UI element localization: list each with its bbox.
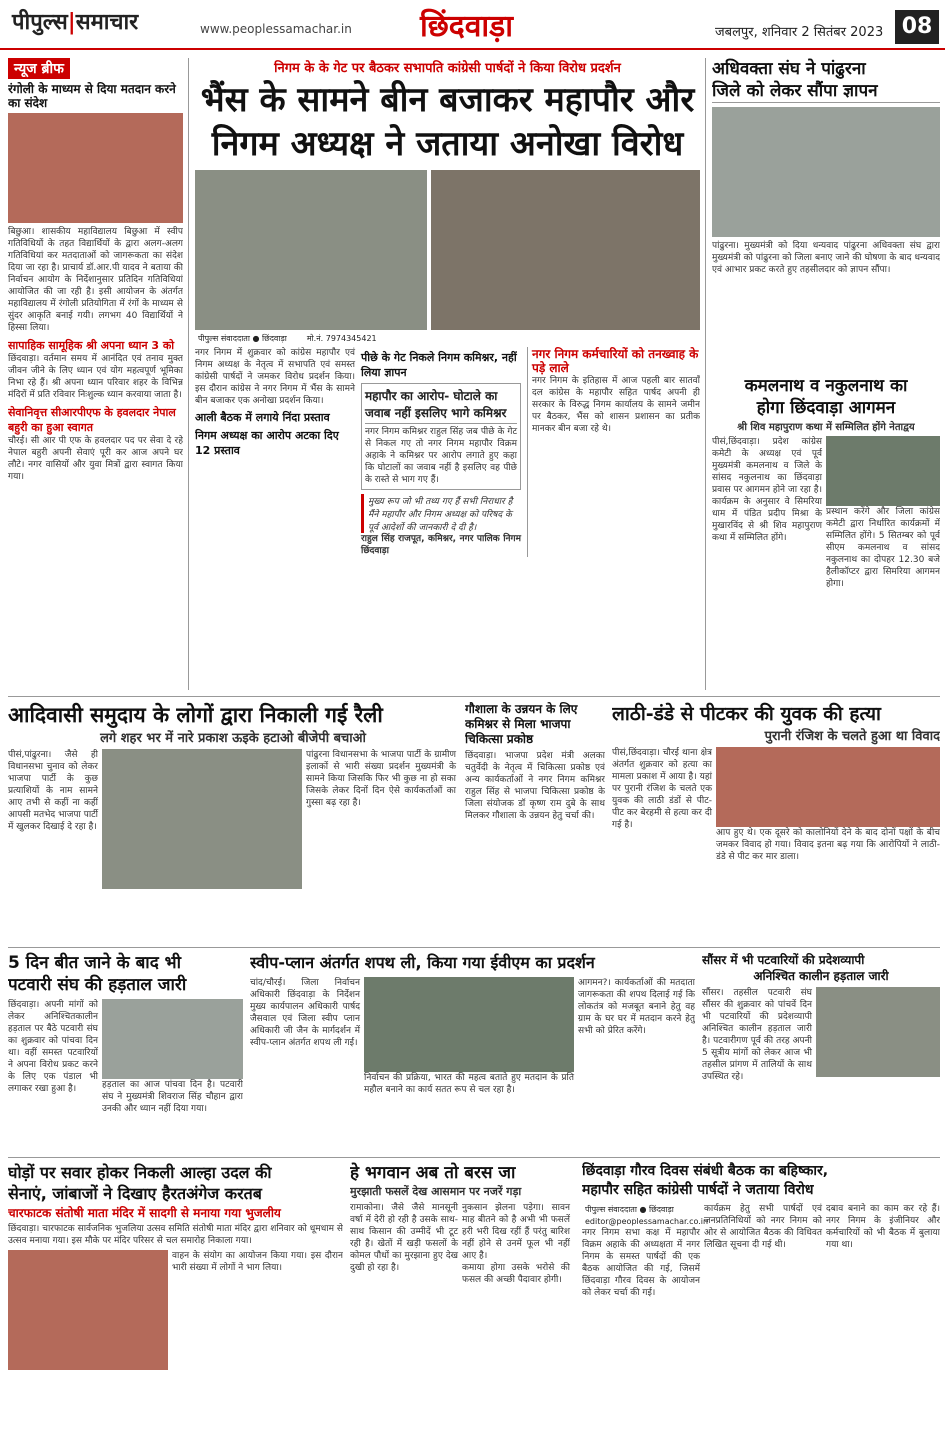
sweep-photo [364,977,574,1072]
logo-text-left: पीपुल्स [12,9,68,35]
alha-body-2: वाहन के संयोग का आयोजन किया गया। इस दौरान भारी संख्या में लोगों ने भाग लिया। [172,1251,343,1273]
buffalo-photo [431,170,700,330]
mayor-allegation-box [361,383,521,490]
quote-attribution: राहुल सिंह राजपूत, कमिश्नर, नगर पालिक निगम छिंदवाड़ा [361,534,521,556]
murder-body: पीसं,छिंदवाड़ा। चौरई थाना क्षेत्र अंतर्गत शुक्रवार को हत्या का मामला प्रकाश में आया है। यहां पर पुरानी रंजिश के चलते एक युवक की लाठी डंडों से पीट-पीट कर बेरहमी से हत्या कर दी गई है। [612,748,712,830]
alha-subhead: चारफाटक संतोषी माता मंदिर में सादगी से मनाया गया भुजलीय [8,1206,281,1220]
patwari-headline-2[interactable]: पटवारी संघ की हड़ताल जारी [8,975,187,995]
website-url[interactable]: www.peoplessamachar.in [200,22,352,36]
tribal-body-2: पांढुरना विधानसभा के भाजपा पार्टी के ग्रामीण इलाकों से भारी संख्या प्रदर्शन मुख्यमंत्री के सामने किया जिसकि फिर भी कुछ ना हो सका जिसके लेकर दिनों दिन ऐसे कार्यकर्ताओं का गुस्सा बढ़ रहा है। [306,750,456,808]
box-body: नगर निगम कमिश्नर राहुल सिंह जब पीछे के गेट से निकल गए तो नगर निगम महापौर विक्रम अहाके ने कमिश्नर पर आरोप लगाते हुए कहा कि घोटालों का जवाब नहीं है इसलिए वह पीछे के रास्ते से भाग गए हैं। [365,427,517,485]
kamalnath-story [712,375,940,690]
patwari-body-2: हड़ताल का आज पांचवा दिन है। पटवारी संघ ने मुख्यमंत्री शिवराज सिंह चौहान द्वारा उनकी और ध्यान नहीं दिया गया। [102,1080,243,1114]
news-brief-column [8,58,183,690]
box-headline: महापौर का आरोप- घोटाले का जवाब नहीं इसलिए भागे कमिश्नर [365,387,517,424]
lead-subhead-2: निगम अध्यक्ष का आरोप अटका दिए 12 प्रस्ताव [195,429,339,457]
brief-body: बिछुआ। शासकीय महाविद्यालय बिछुआ में स्वीप गतिविधियों के तहत विद्यार्थियों के द्वारा अलग-अलग गतिविधियां कर मतदाताओं को जागरूकता का संदेश दिया जा रहा है। प्राचार्य डॉ.आर.पी यादव ने बताया की निर्वाचन आयोग के निर्देशानुसार प्रतिदिन गतिविधियां आयोजित की जा रही है। इसी आयोजन के अंतर्गत महाविद्यालय में रंगोली प्रतियोगिता में रंगों के माध्यम से सुंदर आकृति बनाई गयी। लगभग 40 विद्यार्थियों ने हिस्सा लिया। [8,227,183,333]
sauser-body: सौंसर। तहसील पटवारी संघ सौंसर की शुक्रवार को पांचवें दिन भी पटवारियों की प्रदेशव्यापी अनिश्चित कालीन हड़ताल जारी है। पटवारीगण पूर्व की तरह अपनी 5 सूत्रीय मांगों को लेकर आज भी तहसील प्रांगण में तालियों के साथ उपस्थित रहे। [702,988,812,1082]
murder-body-2: आप हुए थे। एक दूसरे को कालोनियों देने के बाद दोनों पक्षों के बीच जमकर विवाद हो गया। विवाद इतना बढ़ गया कि आरोपियों ने लाठी-डंडे से पीट कर मार डाला। [716,828,940,862]
sauser-story [702,952,940,1152]
advocate-group-photo [712,107,940,237]
kamalnath-headline-2[interactable]: होगा छिंदवाड़ा आगमन [756,398,896,418]
murder-illustration [716,747,940,827]
cow-body: छिंदवाड़ा। भाजपा प्रदेश मंत्री अलका चतुर्वेदी के नेतृत्व में चिकित्सा प्रकोष्ठ एवं अन्य कार्यकर्ताओं ने नगर निगम कमिश्नर राहुल सिंह से भाजपा चिकित्सा प्रकोष्ठ के जिला संयोजक डॉ कृष्ण राम दुबे के साथ मिलकर गौशाला के उन्नयन हेतु चर्चा की। [465,751,605,821]
tribal-headline[interactable]: आदिवासी समुदाय के लोगों द्वारा निकाली गई रैली [8,703,383,727]
rain-body-2: नुकसान झेलना पड़ेगा। सावन माह बीतने को है अभी भी फसलें हरी भरी दिख रहीं हैं परंतु बारिश नहीं होने से उनमें फूल भी नहीं आए है। [462,1203,570,1261]
horizontal-divider [8,947,940,948]
sweep-body: चांद/चौरई। जिला निर्वाचन अधिकारी छिंदवाड़ा के निर्देशन मुख्य कार्यपालन अधिकारी पार्षद जैसवाल एवं जिला स्वीप प्लान अधिकारी जी जैन के मार्गदर्शन में स्वीप-प्लान अंतर्गत शपथ ली गई। [250,978,360,1048]
column-divider [705,58,706,690]
sweep-story [250,952,695,1152]
gaurav-body-2: कार्यक्रम हेतु सभी पार्षदों एवं जनप्रतिनिधियों को नगर निगम को ओर से आयोजित बैठक की विधिवत लिखित सूचना दी गई थी। [704,1204,822,1250]
cow-shelter-story [465,702,605,942]
brief-headline-3[interactable]: सेवानिवृत्त सीआरपीएफ के हवलदार नेपाल बहुरी का हुआ स्वागत [8,406,176,434]
advocate-story [712,58,940,363]
rally-photo [102,749,302,889]
sauser-headline-1[interactable]: सौंसर में भी पटवारियों की प्रदेशव्यापी [702,953,865,967]
section-title: छिंदवाड़ा [420,9,513,44]
kamalnath-body-2: प्रस्थान करेंगे और जिला कांग्रेस कमेटी द्वारा निर्धारित कार्यक्रमों में सम्मिलित होंगे। 5 सितम्बर को पूर्व सीएम कमलनाथ व सांसद नकुलनाथ का दोपहर 12.30 बजे हैलीकॉप्टर द्वारा सिमरिया आगमन होगा। [826,507,940,589]
rain-body: रामाकोना। जैसे जैसे मानसूनी वर्षा में देरी हो रही है उसके साथ-साथ किसान की उम्मीदें भी टूट रही है। खेतों में खड़ी फसलों के कोमल पौधों का मुरझाना हुए देख दुखी हो रहा है। [350,1203,458,1273]
column-divider [188,58,189,690]
lead-story [195,58,700,690]
news-brief-tag: न्यूज ब्रीफ [8,58,70,79]
advocate-body: पांढुरना। मुख्यमंत्री को दिया धन्यवाद पांढुरना अधिवक्ता संघ द्वारा मुख्यमंत्री को पांढुरना को जिला बनाए जाने की घोषणा के बाद धन्यवाद एवं आभार प्रकट करते हुए तहसीलदार को ज्ञापन सौंपा। [712,241,940,275]
brief-headline[interactable]: रंगोली के माध्यम से दिया मतदान करने का संदेश [8,82,176,110]
gaurav-diwas-story [582,1162,940,1440]
advocate-headline-2[interactable]: जिले को लेकर सौंपा ज्ञापन [712,80,940,103]
murder-subhead: पुरानी रंजिश के चलते हुआ था विवाद [764,729,940,744]
murder-story [612,702,940,942]
murder-headline[interactable]: लाठी-डंडे से पीटकर की युवक की हत्या [612,703,881,725]
tribal-subhead: लगे शहर भर में नारे प्रकाश ऊइके हटाओ बीजेपी बचाओ [100,731,366,746]
masthead [0,0,945,50]
side-body: नगर निगम के इतिहास में आज पहली बार सातवाँ दल कांग्रेस के महापौर सहित पार्षद अपनी ही सरकार के विरुद्ध निगम कार्यालय के सामने जमीन पर बैठकर, भैंस को शासन प्रशासन का प्रतीक मानकर बीन बजा रहे थे। [532,376,700,434]
lead-subhead-1: आली बैठक में लगाये निंदा प्रस्ताव [195,411,330,424]
side-headline[interactable]: नगर निगम कर्मचारियों को तनख्वाह के पड़े लाले [532,347,699,375]
tribal-rally-story [8,702,458,942]
alha-headline-1[interactable]: घोड़ों पर सवार होकर निकली आल्हा उदल की [8,1163,272,1182]
reporter-mobile: मो.नं. 7974345421 [304,332,380,345]
rain-story [350,1162,575,1440]
alha-costume-photo [8,1250,168,1370]
kamalnath-subhead: श्री शिव महापुराण कथा में सम्मिलित होंगे नेताद्वय [737,422,915,433]
tribal-body: पीसं,पांढुरना। जैसे ही विधानसभा चुनाव को लेकर भाजपा पार्टी के कुछ प्रत्याशियों के नाम सामने आए तभी से कहीं ना कहीं आपसी मतभेद भाजपा पार्टी में खुलकर दिखाई दे रहा है। [8,750,99,832]
rangoli-photo [8,113,183,223]
sauser-photo [816,987,940,1077]
brief-body-2: छिंदवाड़ा। वर्तमान समय में आनंदित एवं तनाव मुक्त जीवन जीने के लिए ध्यान एवं योग महत्वपूर्ण भूमिका निभा रहे हैं। श्री अपना ध्यान परिवार शहर के विभिन्न मंदिरों में प्रति रविवार निःशुल्क ध्यान करवाया जाता है। [8,354,183,400]
kamalnath-body: पीसं,छिंदवाड़ा। प्रदेश कांग्रेस कमेटी के अध्यक्ष एवं पूर्व मुख्यमंत्री कमलनाथ व जिले के सांसद नकुलनाथ का छिंदवाड़ा प्रवास पर आगमन होने जा रहा है। कार्यक्रम के अनुसार वे सिमरिया धाम में पंडित प्रदीप मिश्रा के मुखारविंद से श्री शिव महापुराण कथा में सम्मिलित होंगे। [712,437,822,543]
lead-headline-line-2[interactable]: निगम अध्यक्ष ने जताया अनोखा विरोध [211,124,684,164]
rain-body-3: कमाया होगा उसके भरोसे की फसल की अच्छी पैदावार होगी। [462,1263,570,1285]
gaurav-body: नगर निगम सभा कक्ष में महापौर विक्रम अहाके की अध्यक्षता में नगर निगम के समस्त पार्षदों की एक बैठक आयोजित की गई, जिसमें छिंदवाड़ा गौरव दिवस के आयोजन को लेकर चर्चा की गई। [582,1228,700,1298]
newspaper-logo[interactable] [12,6,138,36]
gaurav-byline: पीपुल्स संवाददाता ● छिंदवाड़ा [582,1203,700,1216]
lead-headline-line-1[interactable]: भैंस के सामने बीन बजाकर महापौर और [200,80,695,120]
alha-headline-2[interactable]: सेनाएं, जांबाजों ने दिखाए हैरतअंगेज करतब [8,1184,262,1203]
alha-body: छिंदवाड़ा। चारफाटक सार्वजनिक भुजलिया उत्सव समिति संतोषी माता मंदिर द्वारा शनिवार को धूमधाम से उत्सव मनाया गया। इस मौके पर मंदिर परिसर से चल समारोह निकाला गया। [8,1224,343,1246]
brief-headline-2[interactable]: सापाहिक सामूहिक श्री अपना ध्यान 3 को [8,339,175,352]
rain-headline[interactable]: हे भगवान अब तो बरस जा [350,1163,516,1183]
editor-email[interactable]: editor@peoplessamachar.co.in [582,1216,700,1227]
logo-text-right: समाचार [75,9,139,35]
cow-headline[interactable]: गौशाला के उन्नयन के लिए कमिश्नर से मिला भाजपा चिकित्सा प्रकोष्ठ [465,702,578,746]
gaurav-headline-2[interactable]: महापौर सहित कांग्रेसी पार्षदों ने जताया विरोध [582,1182,814,1198]
alha-story [8,1162,343,1440]
logo-bar: | [67,9,76,35]
patwari-photo [102,999,243,1079]
sweep-headline[interactable]: स्वीप-प्लान अंतर्गत शपथ ली, किया गया ईवीएम का प्रदर्शन [250,953,595,972]
protest-photo [195,170,427,330]
lead-subhead-3: पीछे के गेट निकले निगम कमिश्नर, नहीं लिया ज्ञापन [361,351,517,379]
patwari-body: छिंदवाड़ा। अपनी मांगों को लेकर अनिश्चितकालीन हड़ताल पर बैठे पटवारी संघ का शुक्रवार को पांचवा दिन था। वहीं समस्त पटवारियों ने अपना विरोध प्रकट करने के लिए एक पंडाल भी लगाकर रखा हुआ है। [8,1000,98,1094]
sweep-body-3: आगमन?। कार्यकर्ताओं की मतदाता जागरूकता की शपथ दिलाई गई कि लोकतंत्र को मजबूत बनाने हेतु वह ग्राम के घर घर में मतदान करने हेतु सभी को प्रेरित करेंगे। [578,978,695,1036]
page-number: 08 [895,10,939,44]
horizontal-divider [8,1157,940,1158]
kamalnath-headline-1[interactable]: कमलनाथ व नकुलनाथ का [744,376,908,396]
sweep-body-2: निर्वाचन की प्रक्रिया, भारत की महत्व बताते हुए मतदान के प्रति महौल बनाने का कार्य सतत रूप से चल रहा है। [364,1073,574,1095]
patwari-headline-1[interactable]: 5 दिन बीत जाने के बाद भी [8,953,182,973]
date-line: जबलपुर, शनिवार 2 सितंबर 2023 [715,25,884,40]
horizontal-divider [8,696,940,697]
sauser-headline-2[interactable]: अनिश्चित कालीन हड़ताल जारी [753,969,889,983]
gaurav-body-3: दबाव बनाने का काम कर रहे हैं। नगर निगम के इंजीनियर और कर्मचारियों को भी बैठक में बुलाया गया था। [826,1204,940,1250]
advocate-headline-1[interactable]: अधिवक्ता संघ ने पांढुरना [712,59,866,79]
leaders-portrait [826,436,940,506]
byline: पीपुल्स संवाददाता ● छिंदवाड़ा [195,332,290,345]
lead-kicker: निगम के के गेट पर बैठकर सभापति कांग्रेसी पार्षदों ने किया विरोध प्रदर्शन [274,61,621,76]
commissioner-quote: मुख्य रूप जो भी तथ्य गए हैं सभी निराधार है मैंने महापौर और निगम अध्यक्ष को परिषद के पूर्व आदेशों की जानकारी दे दी है। [361,494,521,533]
patwari-story [8,952,243,1152]
gaurav-headline-1[interactable]: छिंदवाड़ा गौरव दिवस संबंधी बैठक का बहिष्कार, [582,1163,829,1179]
brief-body-3: चौरई। सी आर पी एफ के हवलदार पद पर सेवा दे रहे नेपाल बहुरी अपनी सेवाएं पूरी कर आज अपने घर लौटे। नगर वासियों और युवा मित्रों द्वारा स्वागत किया गया। [8,436,183,482]
rain-subhead: मुरझाती फसलें देख आसमान पर नजरें गड़ा [350,1185,522,1198]
lead-body: नगर निगम में शुक्रवार को कांग्रेस महापौर एवं निगम अध्यक्ष के नेतृत्व में सभापति एवं समस्त कांग्रेसी पार्षदों ने जमकर विरोध प्रदर्शन किया। इस दौरान कांग्रेस ने नगर निगम में भैंस के सामने बीन बजाकर एक अनोखा प्रदर्शन किया। [195,348,355,406]
